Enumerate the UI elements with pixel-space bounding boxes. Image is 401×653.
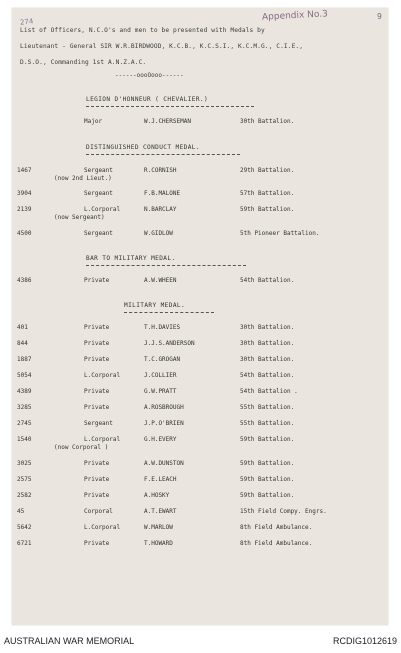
service-number: 2575 [17,476,32,483]
unit: 59th Battalion. [240,436,295,443]
section-legion-underline [86,106,254,107]
unit: 54th Battalion . [240,388,298,395]
recipient-name: J.J.S.ANDERSON [144,340,195,347]
document-page [12,8,388,625]
recipient-name: F.B.MALONE [144,190,181,197]
service-number: 1467 [17,167,32,174]
service-number: 844 [17,340,28,347]
recipient-name: W.MARLOW [144,524,173,531]
rank: L.Corporal [84,524,121,531]
unit: 59th Battalion. [240,206,295,213]
service-number: 4389 [17,388,32,395]
unit: 59th Battalion. [240,492,295,499]
ornament-divider: ------oooOooo------ [115,72,184,79]
recipient-name: A.W.WHEEN [144,277,177,284]
rank: Private [84,460,110,467]
section-mm-heading: MILITARY MEDAL. [124,302,186,309]
rank: Sergeant [84,420,113,427]
medal-row [12,206,388,221]
rank: Sergeant [84,230,113,237]
footer-archive-name: AUSTRALIAN WAR MEMORIAL [4,636,135,646]
recipient-name: G.H.EVERY [144,436,177,443]
rank: Sergeant [84,190,113,197]
medal-row [12,340,388,350]
medal-row [12,460,388,470]
service-number: 2745 [17,420,32,427]
section-mm-underline [124,312,214,313]
medal-row [12,372,388,382]
service-number: 3285 [17,404,32,411]
service-number: 6721 [17,540,32,547]
unit: 29th Battalion. [240,167,295,174]
medal-row [12,356,388,366]
rank: Private [84,404,110,411]
rank: L.Corporal [84,372,121,379]
rank: L.Corporal [84,206,121,213]
service-number: 1887 [17,356,32,363]
medal-row [12,190,388,200]
medal-row [12,324,388,334]
unit: 54th Battalion. [240,372,295,379]
rank: L.Corporal [84,436,121,443]
section-legion-heading: LEGION D'HONNEUR ( CHEVALIER.) [86,96,209,103]
recipient-name: T.C.GROGAN [144,356,181,363]
service-number: 2582 [17,492,32,499]
service-number: 4386 [17,277,32,284]
unit: 59th Battalion. [240,476,295,483]
rank: Corporal [84,508,113,515]
rank: Major [84,118,103,125]
appendix-annotation: Appendix No.3 [261,9,329,23]
recipient-name: N.BARCLAY [144,206,177,213]
medal-row [12,420,388,430]
rank: Private [84,388,110,395]
unit: 8th Field Ambulance. [240,524,313,531]
page-number: 9 [377,12,382,21]
recipient-name: F.E.LEACH [144,476,177,483]
recipient-name: R.CORNISH [144,167,177,174]
header-line-2: Lieutenant - General SIR W.R.BIRDWOOD, K.C.B., K.C.S.I., K.C.M.G., C.I.E., [20,43,304,50]
handwritten-annotation: 274 [19,17,34,27]
rank-note: (now 2nd Lieut.) [54,175,112,182]
unit: 55th Battalion. [240,420,295,427]
rank: Private [84,277,110,284]
rank: Private [84,492,110,499]
recipient-name: G.W.PRATT [144,388,177,395]
recipient-name: A.T.EWART [144,508,177,515]
service-number: 45 [17,508,25,515]
recipient-name: T.HOWARD [144,540,173,547]
recipient-name: A.ROSBROUGH [144,404,184,411]
medal-row [12,230,388,240]
medal-row [12,436,388,451]
medal-row [12,118,388,128]
service-number: 1540 [17,436,32,443]
medal-row [12,524,388,534]
recipient-name: W.GIDLOW [144,230,173,237]
rank: Private [84,340,110,347]
service-number: 4500 [17,230,32,237]
unit: 30th Battalion. [240,118,295,125]
rank: Sergeant [84,167,113,174]
rank-note: (now Sergeant) [54,214,105,221]
service-number: 401 [17,324,28,331]
unit: 15th Field Compy. Engrs. [240,508,327,515]
unit: 8th Field Ambulance. [240,540,313,547]
section-dcm-underline [86,154,240,155]
medal-row [12,540,388,550]
section-bar-underline [86,265,246,266]
recipient-name: T.H.DAVIES [144,324,181,331]
unit: 30th Battalion. [240,340,295,347]
service-number: 3025 [17,460,32,467]
medal-row [12,508,388,518]
unit: 5th Pioneer Battalion. [240,230,320,237]
header-line-3: D.S.O., Commanding 1st A.N.Z.A.C. [20,59,147,66]
section-bar-heading: BAR TO MILITARY MEDAL. [86,255,176,262]
medal-row [12,277,388,287]
recipient-name: A.HOSKY [144,492,170,499]
service-number: 5054 [17,372,32,379]
rank-note: (now Corporal ) [54,444,109,451]
medal-row [12,476,388,486]
unit: 30th Battalion. [240,356,295,363]
rank: Private [84,540,110,547]
service-number: 5642 [17,524,32,531]
section-dcm-heading: DISTINGUISHED CONDUCT MEDAL. [86,144,200,151]
footer-record-id: RCDIG1012619 [332,636,397,646]
rank: Private [84,356,110,363]
unit: 30th Battalion. [240,324,295,331]
medal-row [12,404,388,414]
recipient-name: J.COLLIER [144,372,177,379]
recipient-name: A.W.DUNSTON [144,460,184,467]
medal-row [12,388,388,398]
medal-row [12,167,388,182]
recipient-name: W.J.CHERSEMAN [144,118,191,125]
header-line-1: List of Officers, N.C.O's and men to be presented with Medals by [20,27,265,34]
unit: 59th Battalion. [240,460,295,467]
unit: 55th Battalion. [240,404,295,411]
recipient-name: J.P.O'BRIEN [144,420,184,427]
service-number: 3904 [17,190,32,197]
rank: Private [84,324,110,331]
rank: Private [84,476,110,483]
unit: 54th Battalion. [240,277,295,284]
medal-row [12,492,388,502]
unit: 57th Battalion. [240,190,295,197]
service-number: 2139 [17,206,32,213]
